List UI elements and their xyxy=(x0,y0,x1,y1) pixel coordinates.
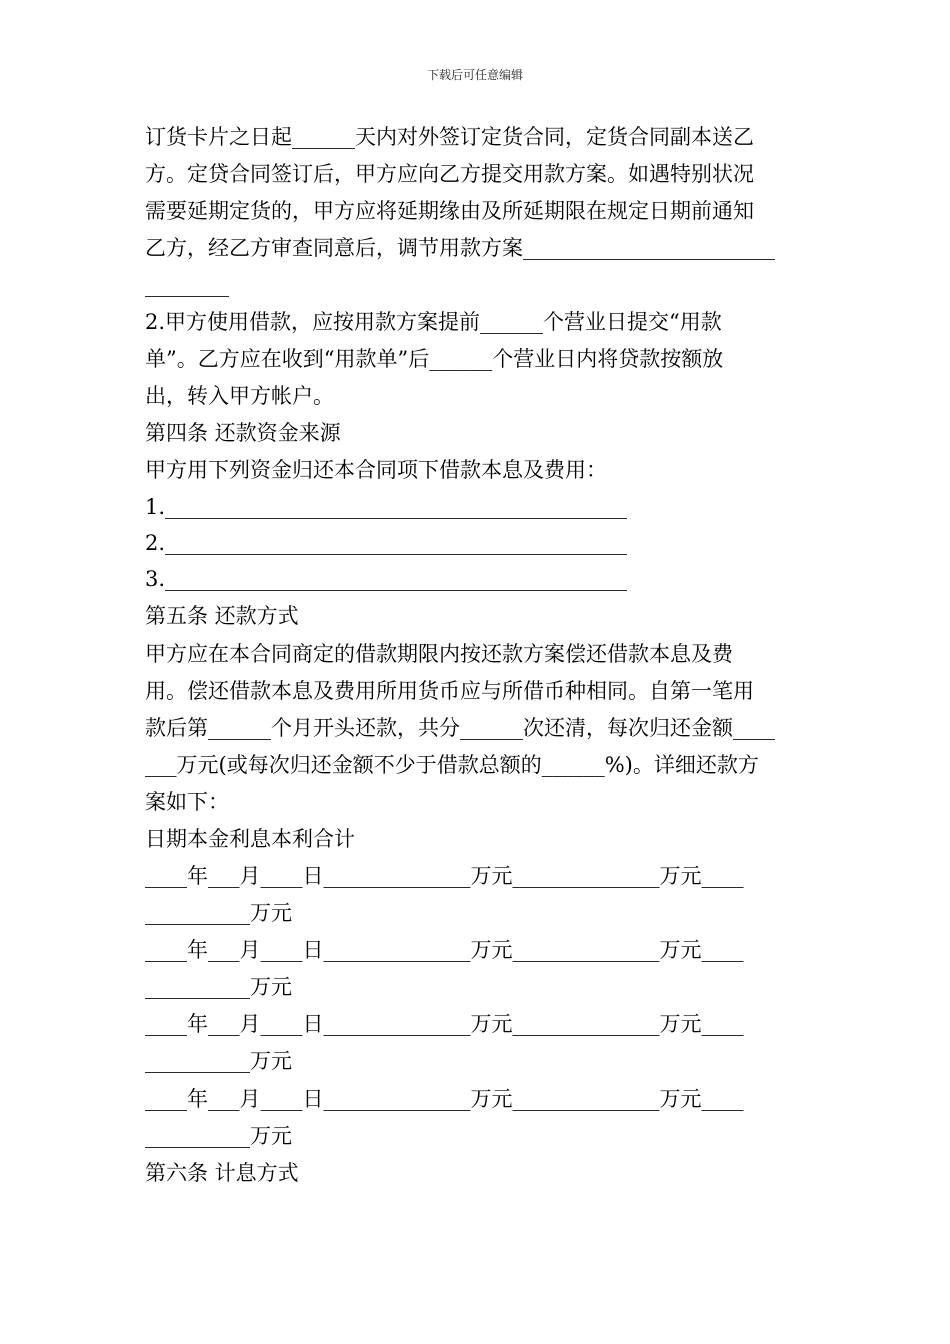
list-item: 1.____________________________________________ xyxy=(145,495,628,519)
text-line: 乙方，经乙方审查同意后，调节用款方案________________________ xyxy=(145,236,775,260)
schedule-row: ____年___月____日______________万元______________万元____ xyxy=(145,1087,744,1111)
text-line: 单”。乙方应在收到“用款单”后______个营业日内将贷款按额放 xyxy=(145,347,724,371)
text-line: 2.甲方使用借款，应按用款方案提前______个营业日提交“用款 xyxy=(145,310,722,334)
page-header: 下载后可任意编辑 xyxy=(426,68,523,82)
section-heading: 第四条 还款资金来源 xyxy=(145,421,341,445)
schedule-row: ____年___月____日______________万元______________万元____ xyxy=(145,864,744,888)
table-header-line: 日期本金利息本利合计 xyxy=(145,827,355,851)
list-item: 3.____________________________________________ xyxy=(145,567,628,591)
list-item: 2.____________________________________________ xyxy=(145,531,628,555)
text-line: ________ xyxy=(145,273,229,297)
text-line: ___万元(或每次归还金额不少于借款总额的______%)。详细还款方 xyxy=(145,753,759,777)
schedule-row-cont: __________万元 xyxy=(145,1049,292,1073)
schedule-row-cont: __________万元 xyxy=(145,1124,292,1148)
text-line: 方。定贷合同签订后，甲方应向乙方提交用款方案。如遇特别状况 xyxy=(145,162,754,186)
text-line: 甲方用下列资金归还本合同项下借款本息及费用： xyxy=(145,458,607,482)
schedule-row-cont: __________万元 xyxy=(145,901,292,925)
text-line: 出，转入甲方帐户。 xyxy=(145,384,334,408)
text-line: 用。偿还借款本息及费用所用货币应与所借币种相同。自第一笔用 xyxy=(145,679,754,703)
text-line: 订货卡片之日起______天内对外签订定货合同，定货合同副本送乙 xyxy=(145,125,754,149)
schedule-row: ____年___月____日______________万元______________万元____ xyxy=(145,938,744,962)
text-line: 甲方应在本合同商定的借款期限内按还款方案偿还借款本息及费 xyxy=(145,642,733,666)
section-heading: 第六条 计息方式 xyxy=(145,1161,299,1185)
schedule-row-cont: __________万元 xyxy=(145,975,292,999)
schedule-row: ____年___月____日______________万元______________万元____ xyxy=(145,1012,744,1036)
section-heading: 第五条 还款方式 xyxy=(145,604,299,628)
text-line: 需要延期定货的，甲方应将延期缘由及所延期限在规定日期前通知 xyxy=(145,199,754,223)
text-line: 案如下： xyxy=(145,790,229,814)
text-line: 款后第______个月开头还款，共分______次还清，每次归还金额____ xyxy=(145,716,775,740)
